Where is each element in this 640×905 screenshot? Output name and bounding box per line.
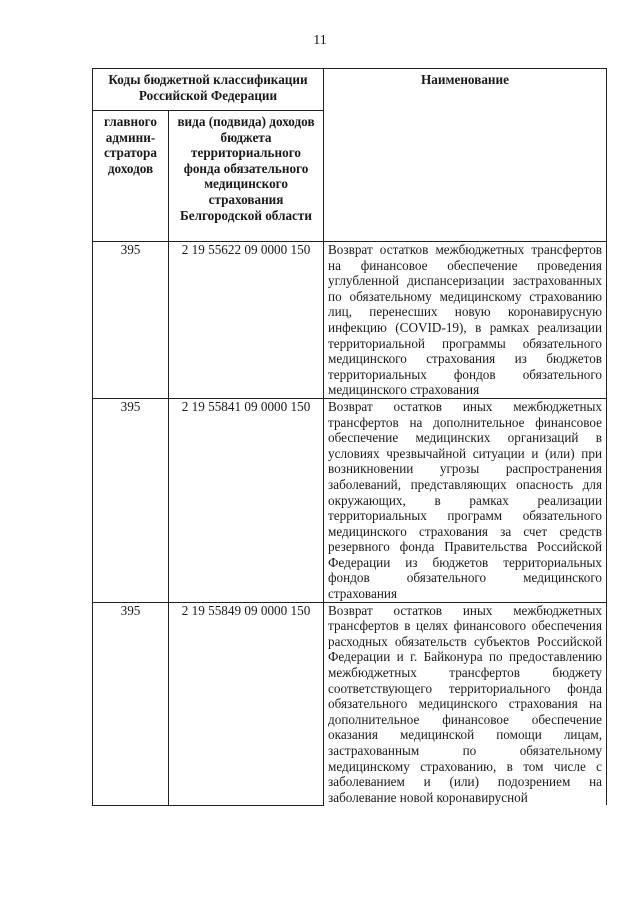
admin-code-cell: 395	[93, 602, 169, 805]
income-code-cell: 2 19 55622 09 0000 150	[169, 242, 324, 399]
admin-code-cell: 395	[93, 242, 169, 399]
header-income-type: вида (подвида) доходов бюджета территориального фонда обязательного медицинского страхования Белгородской области	[169, 111, 324, 242]
header-row-group	[93, 69, 607, 111]
table-row	[93, 602, 607, 805]
page-number: 11	[313, 33, 327, 48]
table-row	[93, 242, 607, 399]
header-name: Наименование	[324, 69, 607, 242]
header-budget-codes: Коды бюджетной классификации Российской Федерации	[93, 69, 324, 111]
budget-classification-table	[92, 68, 607, 806]
income-code-cell: 2 19 55841 09 0000 150	[169, 398, 324, 602]
table-row	[93, 398, 607, 602]
name-cell: Возврат остатков иных межбюджетных трансфертов в целях финансового обеспечения расходных обязательств субъектов Российской Федерации и г. Байконура по предоставлению межбюджетных трансфертов бюджету соответствующего территориального фонда обязательного медицинского страхования на дополнительное финансовое обеспечение оказания медицинской помощи лицам, застрахованным по обязательному медицинскому страхованию, в том числе с заболеванием и (или) подозрением на заболевание новой коронавирусной	[324, 602, 607, 805]
income-code-cell: 2 19 55849 09 0000 150	[169, 602, 324, 805]
name-cell: Возврат остатков иных межбюджетных трансфертов на дополнительное финансовое обеспечение медицинских организаций в условиях чрезвычайной ситуации и (или) при возникновении угрозы распространения заболеваний, представляющих опасность для окружающих, в рамках реализации территориальных программ обязательного медицинского страхования за счет средств резервного фонда Правительства Российской Федерации из бюджетов территориальных фондов обязательного медицинского страхования	[324, 398, 607, 602]
name-cell: Возврат остатков межбюджетных трансфертов на финансовое обеспечение проведения углубленной диспансеризации застрахованных по обязательному медицинскому страхованию лиц, перенесших новую коронавирусную инфекцию (COVID-19), в рамках реализации территориальной программы обязательного медицинского страхования из бюджетов территориальных фондов обязательного медицинского страхования	[324, 242, 607, 399]
admin-code-cell: 395	[93, 398, 169, 602]
header-chief-administrator: главного админи-стратора доходов	[93, 111, 169, 242]
